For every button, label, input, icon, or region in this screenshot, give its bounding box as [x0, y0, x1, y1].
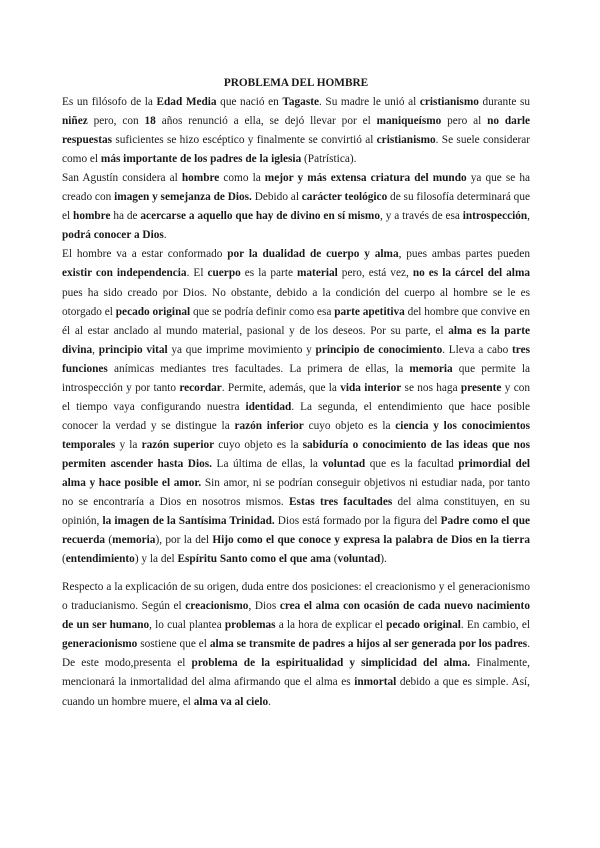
paragraph-biography — [62, 93, 530, 169]
bold-text-run: recordar — [179, 381, 222, 394]
text-run: Respecto a la explicación de su origen, duda entre dos posiciones: el creacionismo y el generacionismo o traducianismo. Según el — [62, 581, 530, 613]
text-run: Dios está formado por la figura del — [274, 515, 441, 528]
bold-text-run: alma va al cielo — [193, 695, 269, 708]
document-title: PROBLEMA DEL HOMBRE — [223, 77, 369, 89]
bold-text-run: voluntad — [322, 457, 366, 470]
text-run: pero al — [441, 115, 488, 128]
bold-text-run: inmortal — [354, 676, 397, 689]
text-run: ha de — [110, 210, 141, 223]
text-run: (Patrística). — [301, 153, 357, 166]
text-run: a la hora de explicar el — [275, 619, 387, 632]
text-run: es la parte — [240, 267, 297, 280]
text-run: , pues ambas partes pueden — [398, 248, 530, 261]
bold-text-run: principio vital — [98, 343, 168, 356]
bold-text-run: hombre — [73, 210, 111, 223]
paragraph-origin-of-soul — [62, 578, 530, 711]
bold-text-run: mejor y más extensa criatura del mundo — [264, 172, 467, 185]
bold-text-run: pecado original — [386, 619, 461, 632]
bold-text-run: cristianismo — [419, 96, 479, 109]
text-run: Debido al — [251, 191, 302, 204]
text-run: durante su — [478, 96, 530, 109]
text-run: que es la facultad — [365, 457, 459, 470]
text-run: del alma constituyen, en su opinión, — [62, 496, 531, 528]
bold-text-run: razón inferior — [234, 419, 304, 432]
bold-text-run: Padre como el que recuerda — [62, 515, 530, 547]
bold-text-run: tres funciones — [62, 343, 530, 375]
bold-text-run: entendimiento — [65, 553, 135, 566]
text-run: ( — [105, 534, 113, 547]
text-run: ). — [380, 553, 387, 566]
text-run: del hombre que convive en él al estar anclado al mundo material, pasional y de los deseos. Por su parte, el — [62, 305, 530, 337]
text-run: , lo cual plantea — [149, 619, 225, 632]
bold-text-run: material — [297, 267, 338, 280]
bold-text-run: acercarse a aquello que hay de divino en sí mismo — [140, 210, 380, 223]
text-run: , — [92, 343, 99, 356]
bold-text-run: Espíritu Santo como el que ama — [177, 553, 331, 566]
text-run: Sin amor, ni se podrían conseguir objetivos ni estudiar nada, por tanto no se encontraría a Dios en nosotros mismos. — [62, 476, 530, 509]
bold-text-run: razón superior — [141, 438, 215, 451]
text-run: cuyo objeto es la — [303, 419, 396, 432]
text-run: se nos haga — [401, 381, 461, 394]
bold-text-run: introspección — [462, 210, 528, 223]
text-run: y la — [115, 438, 142, 451]
bold-text-run: parte apetitiva — [334, 305, 405, 318]
text-run: y con el tiempo vaya configurando nuestra — [62, 381, 531, 413]
text-run: que permite la introspección y por tanto — [62, 362, 531, 394]
bold-text-run: principio de conocimiento — [315, 343, 443, 356]
bold-text-run: vida interior — [340, 381, 402, 394]
bold-text-run: hombre — [181, 172, 220, 185]
text-run: . — [268, 695, 271, 708]
text-run: La última de ellas, la — [211, 457, 323, 470]
text-run: como la — [219, 172, 265, 185]
text-run: debido a que es simple. Así, cuando un hombre muere, el — [62, 676, 530, 708]
bold-text-run: más importante de los padres de la iglesia — [100, 153, 302, 166]
text-run: ( — [330, 553, 338, 566]
text-run: pues ha sido creado por Dios. No obstante, debido a la condición del cuerpo al hombre se le es otorgado el — [62, 286, 530, 318]
text-run: . — [163, 229, 167, 242]
bold-text-run: generacionismo — [62, 638, 138, 651]
bold-text-run: no es la cárcel del alma — [412, 267, 531, 280]
bold-text-run: primordial del alma y hace posible el amor. — [62, 457, 530, 489]
bold-text-run: niñez — [62, 115, 88, 128]
text-run: anímicas mediantes tres facultades. La primera de ellas, la — [107, 362, 410, 375]
bold-text-run: 18 — [144, 115, 156, 128]
bold-text-run: podrá conocer a Dios — [62, 229, 164, 242]
bold-text-run: Estas tres facultades — [289, 496, 393, 509]
bold-text-run: creacionismo — [185, 600, 249, 613]
text-run: . Permite, además, que la — [221, 381, 341, 394]
bold-text-run: memoria — [409, 362, 453, 375]
text-run: . La segunda, el entendimiento que hace posible conocer la verdad y se distingue la — [62, 400, 531, 432]
bold-text-run: cuerpo — [207, 267, 241, 280]
bold-text-run: por la dualidad de cuerpo y alma — [227, 248, 399, 261]
bold-text-run: memoria — [112, 534, 156, 547]
text-run: El hombre va a estar conformado — [62, 248, 228, 261]
text-run: sostiene que el — [137, 638, 210, 651]
text-run: pero, está vez, — [337, 267, 413, 280]
bold-text-run: la imagen de la Santísima Trinidad. — [102, 515, 275, 528]
text-run: . Su madre le unió al — [319, 96, 420, 109]
text-run: pero, con — [87, 115, 145, 128]
bold-text-run: maniqueísmo — [376, 115, 442, 128]
text-run: ), por la del — [155, 534, 213, 547]
bold-text-run: carácter teológico — [301, 191, 388, 204]
bold-text-run: problemas — [224, 619, 276, 632]
bold-text-run: identidad — [245, 400, 292, 413]
bold-text-run: voluntad — [337, 553, 381, 566]
text-run: ) y la del — [134, 553, 178, 566]
bold-text-run: alma se transmite de padres a hijos al ser generada por los padres — [209, 638, 528, 651]
text-run: . Se suele considerar como el — [62, 134, 530, 166]
text-run: que se podría definir como esa — [190, 305, 335, 318]
text-run: . El — [186, 267, 208, 280]
text-run: . De este modo,presenta el — [62, 638, 531, 670]
text-run: de su filosofía determinará que el — [62, 191, 530, 223]
text-run: cuyo objeto es la — [214, 438, 303, 451]
text-run: , — [527, 210, 530, 223]
text-run: ya que se ha creado con — [62, 172, 530, 204]
text-run: . Lleva a cabo — [442, 343, 512, 356]
bold-text-run: Tagaste — [282, 96, 319, 109]
bold-text-run: problema de la espiritualidad y simplicidad del alma. — [191, 657, 471, 670]
text-run: ( — [62, 553, 66, 566]
bold-text-run: pecado original — [115, 305, 191, 318]
text-run: . En cambio, el — [460, 619, 531, 632]
bold-text-run: presente — [460, 381, 502, 394]
bold-text-run: imagen y semejanza de Dios. — [114, 191, 252, 204]
bold-text-run: ciencia y los conocimientos temporales — [62, 419, 530, 451]
text-run: que nació en — [216, 96, 283, 109]
bold-text-run: alma es la parte divina — [62, 324, 530, 356]
bold-text-run: crea el alma con ocasión de cada nuevo nacimiento de un ser humano — [62, 600, 530, 632]
paragraph-spacer — [62, 569, 530, 578]
bold-text-run: sabiduría o conocimiento de las ideas que nos permiten ascender hasta Dios. — [62, 438, 530, 470]
bold-text-run: cristianismo — [376, 134, 436, 147]
text-run: años renunció a ella, se dejó llevar por el — [155, 115, 377, 128]
text-run: ya que imprime movimiento y — [167, 343, 316, 356]
bold-text-run: Edad Media — [156, 96, 217, 109]
bold-text-run: Hijo como el que conoce y expresa la palabra de Dios en la tierra — [212, 534, 530, 547]
document-page — [62, 74, 530, 712]
paragraph-body-and-soul — [62, 245, 530, 569]
text-run: , Dios — [248, 600, 280, 613]
paragraph-human-nature — [62, 169, 530, 245]
text-run: San Agustín considera al — [62, 172, 182, 185]
text-run: suficientes se hizo escéptico y finalmente se convirtió al — [112, 134, 377, 147]
text-run: Finalmente, mencionará la inmortalidad del alma afirmando que el alma es — [62, 657, 530, 689]
text-run: Es un filósofo de la — [62, 96, 157, 109]
bold-text-run: existir con independencia — [62, 267, 187, 280]
bold-text-run: no darle respuestas — [62, 115, 531, 147]
text-run: , y a través de esa — [380, 210, 463, 223]
